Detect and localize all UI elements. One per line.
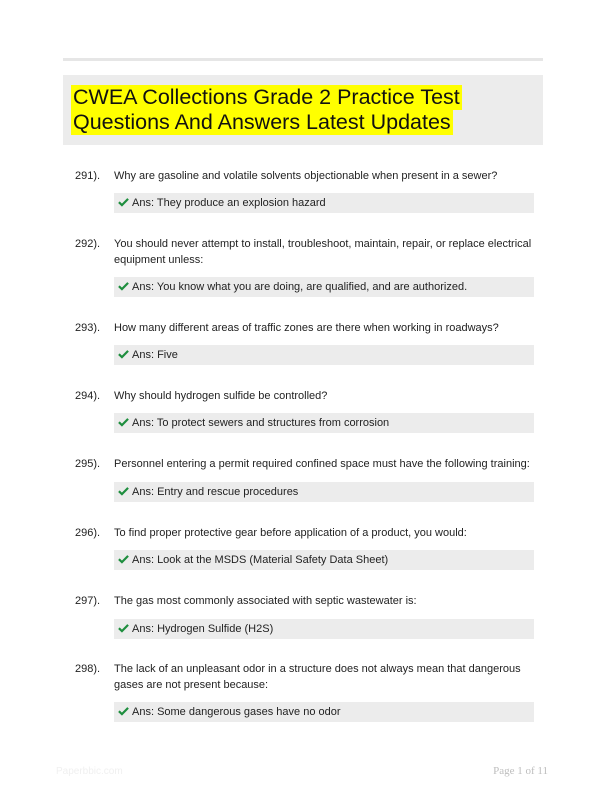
question-text: The lack of an unpleasant odor in a structure does not always mean that dangerous gases are not present because: bbox=[114, 663, 521, 691]
question-text: To find proper protective gear before application of a product, you would: bbox=[114, 527, 467, 539]
check-icon bbox=[118, 554, 129, 564]
question-text: You should never attempt to install, troubleshoot, maintain, repair, or replace electrical equipment unless: bbox=[114, 238, 532, 266]
check-icon bbox=[118, 349, 129, 359]
answer-text: Ans: Some dangerous gases have no odor bbox=[132, 706, 341, 718]
question-text: Personnel entering a permit required confined space must have the following training: bbox=[114, 458, 530, 470]
question-number: 296). bbox=[75, 527, 101, 539]
question-number: 292). bbox=[75, 238, 101, 250]
answer-text: Ans: Entry and rescue procedures bbox=[132, 486, 299, 498]
answer-box bbox=[114, 619, 534, 639]
top-rule bbox=[63, 58, 543, 61]
question-number: 295). bbox=[75, 458, 101, 470]
page-title-line-2: Questions And Answers Latest Updates bbox=[73, 110, 451, 134]
question-number: 298). bbox=[75, 663, 101, 675]
question-number: 297). bbox=[75, 595, 101, 607]
answer-text: Ans: Hydrogen Sulfide (H2S) bbox=[132, 623, 274, 635]
question-text: The gas most commonly associated with septic wastewater is: bbox=[114, 595, 417, 607]
answer-text: Ans: Look at the MSDS (Material Safety Data Sheet) bbox=[132, 554, 389, 566]
title-box bbox=[63, 75, 543, 145]
check-icon bbox=[118, 623, 129, 633]
check-icon bbox=[118, 197, 129, 207]
answer-box bbox=[114, 702, 534, 722]
answer-box bbox=[114, 482, 534, 502]
question-text: How many different areas of traffic zones are there when working in roadways? bbox=[114, 322, 499, 334]
answer-text: Ans: To protect sewers and structures from corrosion bbox=[132, 417, 390, 429]
page-title-line-1: CWEA Collections Grade 2 Practice Test bbox=[73, 85, 460, 109]
footer-watermark: Paperbbic.com bbox=[56, 766, 123, 777]
page-number: Page 1 of 11 bbox=[493, 765, 548, 777]
check-icon bbox=[118, 417, 129, 427]
question-number: 291). bbox=[75, 170, 101, 182]
answer-text: Ans: You know what you are doing, are qualified, and are authorized. bbox=[132, 281, 468, 293]
answer-box bbox=[114, 193, 534, 213]
question-text: Why should hydrogen sulfide be controlled? bbox=[114, 390, 328, 402]
question-number: 294). bbox=[75, 390, 101, 402]
answer-text: Ans: Five bbox=[132, 349, 178, 361]
answer-box bbox=[114, 413, 534, 433]
question-number: 293). bbox=[75, 322, 101, 334]
answer-box bbox=[114, 345, 534, 365]
question-text: Why are gasoline and volatile solvents objectionable when present in a sewer? bbox=[114, 170, 498, 182]
answer-text: Ans: They produce an explosion hazard bbox=[132, 197, 326, 209]
answer-box bbox=[114, 277, 534, 297]
check-icon bbox=[118, 486, 129, 496]
check-icon bbox=[118, 706, 129, 716]
check-icon bbox=[118, 281, 129, 291]
answer-box bbox=[114, 550, 534, 570]
